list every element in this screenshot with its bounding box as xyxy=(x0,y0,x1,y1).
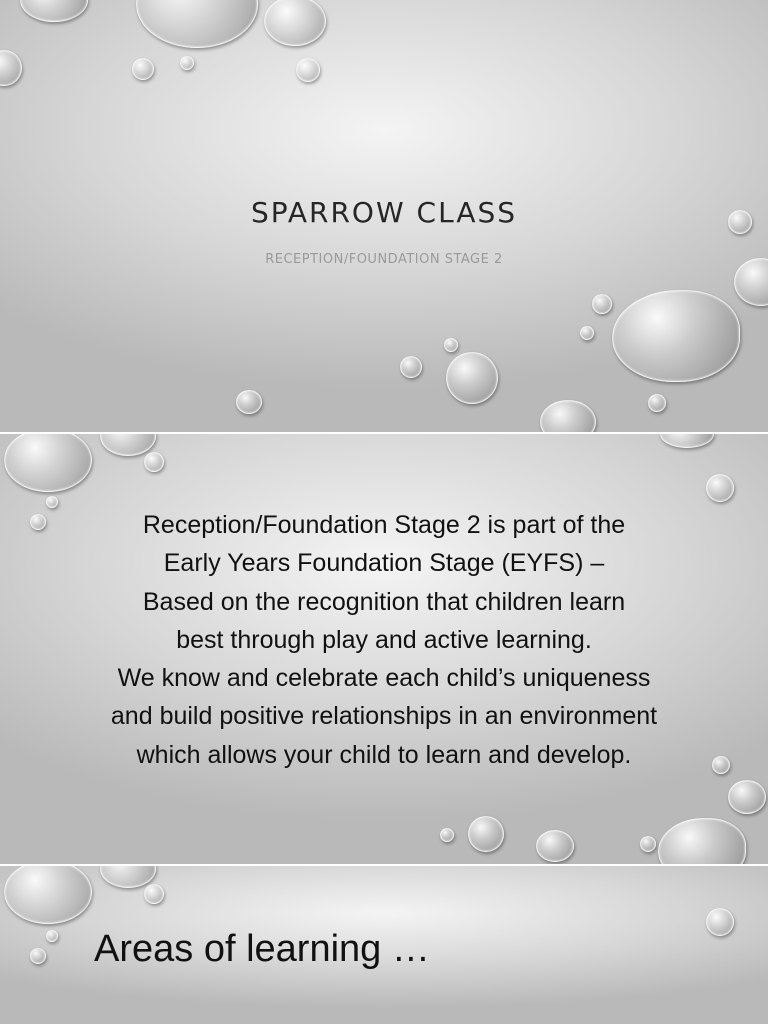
water-drop-decoration xyxy=(4,866,92,924)
body-line: Based on the recognition that children learn xyxy=(142,587,626,616)
body-line: which allows your child to learn and develop. xyxy=(136,740,632,769)
body-line: We know and celebrate each child’s uniqueness xyxy=(117,664,651,693)
water-drop-decoration xyxy=(144,884,164,904)
content-slide xyxy=(0,434,768,864)
water-drop-decoration xyxy=(660,434,714,448)
water-drop-decoration xyxy=(400,356,422,378)
water-drop-decoration xyxy=(446,352,498,404)
water-drop-decoration xyxy=(30,948,46,964)
title-slide xyxy=(0,0,768,432)
water-drop-decoration xyxy=(706,908,734,936)
water-drop-decoration xyxy=(180,56,194,70)
water-drop-decoration xyxy=(540,400,596,432)
body-line: and build positive relationships in an environment xyxy=(110,702,658,731)
body-line: Early Years Foundation Stage (EYFS) – xyxy=(163,549,605,578)
section-title: Areas of learning … xyxy=(94,928,430,970)
water-drop-decoration xyxy=(648,394,666,412)
water-drop-decoration xyxy=(440,828,454,842)
water-drop-decoration xyxy=(580,326,594,340)
water-drop-decoration xyxy=(4,434,92,492)
water-drop-decoration xyxy=(132,58,154,80)
water-drop-decoration xyxy=(536,830,574,862)
water-drop-decoration xyxy=(0,50,22,86)
water-drop-decoration xyxy=(592,294,612,314)
water-drop-decoration xyxy=(728,780,766,814)
water-drop-decoration xyxy=(640,836,656,852)
water-drop-decoration xyxy=(144,452,164,472)
slide-body-text xyxy=(40,506,728,774)
body-line: Reception/Foundation Stage 2 is part of the xyxy=(142,511,626,539)
water-drop-decoration xyxy=(444,338,458,352)
water-drop-decoration xyxy=(136,0,258,48)
water-drop-decoration xyxy=(20,0,88,22)
slide-title: SPARROW CLASS xyxy=(250,196,518,229)
water-drop-decoration xyxy=(296,58,320,82)
water-drop-decoration xyxy=(46,930,58,942)
slide-subtitle: RECEPTION/FOUNDATION STAGE 2 xyxy=(265,252,503,267)
water-drop-decoration xyxy=(612,290,740,382)
section-slide xyxy=(0,866,768,1024)
water-drop-decoration xyxy=(236,390,262,414)
body-line: best through play and active learning. xyxy=(176,625,592,654)
water-drop-decoration xyxy=(264,0,326,46)
water-drop-decoration xyxy=(658,818,746,864)
water-drop-decoration xyxy=(706,474,734,502)
water-drop-decoration xyxy=(468,816,504,852)
